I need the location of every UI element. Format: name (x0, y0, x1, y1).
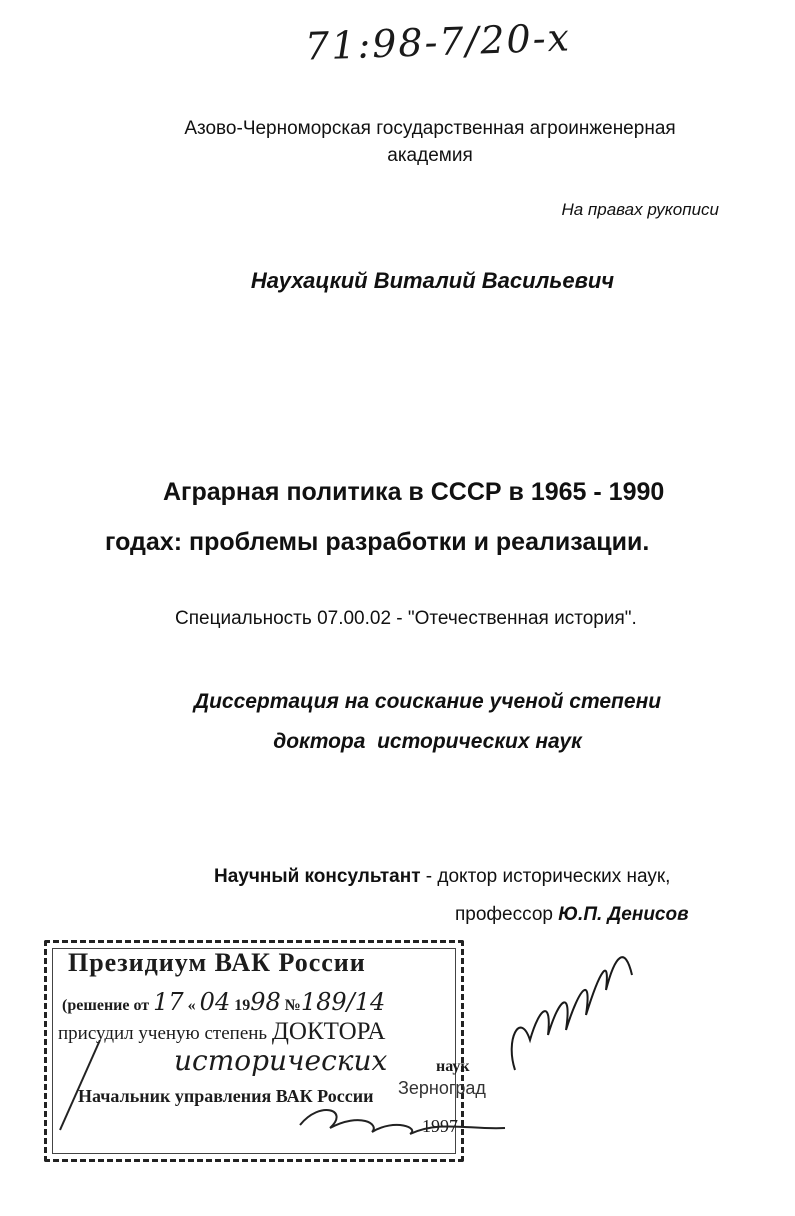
dissertation-line-1: Диссертация на соискание ученой степени (193, 690, 662, 713)
right-signature-icon (512, 957, 632, 1070)
title-line-1: Аграрная политика в СССР в 1965 - 1990 (163, 478, 665, 506)
stamp-slash-icon (60, 1040, 100, 1130)
decision-number-prefix: № (284, 997, 301, 1014)
consultant-degree: - доктор исторических наук, (420, 866, 671, 887)
decision-prefix: (решение от (62, 997, 150, 1014)
field-handwritten: исторических (174, 1044, 388, 1077)
stamp-year: 1997 (422, 1116, 458, 1136)
decision-month: 04 (199, 988, 231, 1016)
author-name: Наухацкий Виталий Васильевич (250, 268, 615, 293)
decision-sep: « (187, 997, 196, 1014)
institution-line-1: Азово-Черноморская государственная агроинженерная (184, 118, 676, 139)
stamp-header: Президиум ВАК России (68, 948, 366, 977)
consultant-name: Ю.П. Денисов (558, 904, 689, 925)
decision-number: 189/14 (300, 988, 386, 1016)
awarded-text: присудил ученую степень (58, 1023, 272, 1044)
decision-day: 17 (153, 988, 184, 1016)
specialty: Специальность 07.00.02 - "Отечественная история". (175, 608, 637, 629)
decision-year-prefix: 19 (234, 997, 251, 1014)
manuscript-rights: На правах рукописи (561, 200, 719, 219)
city-name: Зерноград (398, 1078, 486, 1098)
stamp-field-suffix: наук (436, 1058, 470, 1075)
dissertation-line-2: доктора исторических наук (273, 730, 582, 753)
consultant-label: Научный консультант (214, 866, 421, 887)
institution-line-2: академия (387, 145, 473, 166)
professor-rank: профессор (455, 904, 559, 925)
stamp-chief: Начальник управления ВАК России (78, 1086, 374, 1106)
stamp-signature-icon (300, 1110, 505, 1134)
awarded-degree: ДОКТОРА (271, 1018, 386, 1045)
archive-code: 71:98-7/20-х (304, 15, 572, 69)
title-line-2: годах: проблемы разработки и реализации. (105, 528, 650, 556)
decision-year-suffix: 98 (250, 988, 281, 1016)
